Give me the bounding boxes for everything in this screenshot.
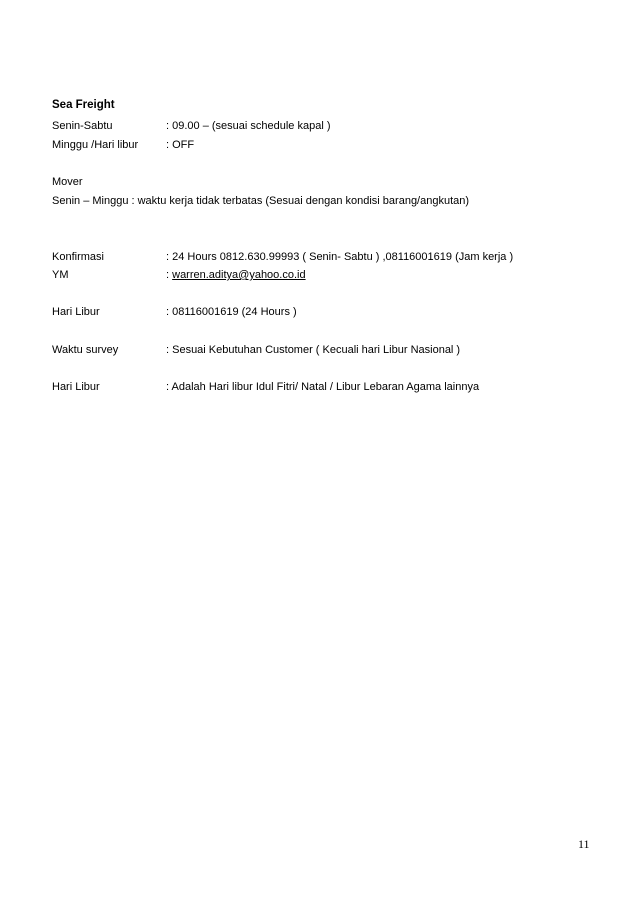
mover-title: Mover (52, 176, 83, 188)
row-value: : Sesuai Kebutuhan Customer ( Kecuali hari Libur Nasional ) (166, 344, 461, 356)
section-heading-sea-freight: Sea Freight (52, 99, 115, 111)
row-label: Hari Libur (52, 306, 100, 318)
row-value: : 24 Hours 0812.630.99993 ( Senin- Sabtu ) ,08116001619 (Jam kerja ) (166, 251, 514, 263)
ym-prefix: : (166, 269, 173, 281)
row-value: : 09.00 – (sesuai schedule kapal ) (166, 120, 331, 132)
page-number: 11 (578, 837, 590, 851)
row-value: : Adalah Hari libur Idul Fitri/ Natal / Libur Lebaran Agama lainnya (166, 381, 480, 393)
email-link[interactable]: warren.aditya@yahoo.co.id (172, 269, 306, 281)
row-label: Minggu /Hari libur (52, 139, 139, 151)
row-label: Waktu survey (52, 344, 119, 356)
row-value: : 08116001619 (24 Hours ) (166, 306, 297, 318)
row-value-ym (166, 268, 306, 282)
row-label: YM (52, 269, 69, 281)
mover-line: Senin – Minggu : waktu kerja tidak terbatas (Sesuai dengan kondisi barang/angkutan) (52, 195, 470, 207)
row-label: Hari Libur (52, 381, 100, 393)
row-label: Konfirmasi (52, 251, 104, 263)
row-value: : OFF (166, 139, 195, 151)
row-label: Senin-Sabtu (52, 120, 113, 132)
